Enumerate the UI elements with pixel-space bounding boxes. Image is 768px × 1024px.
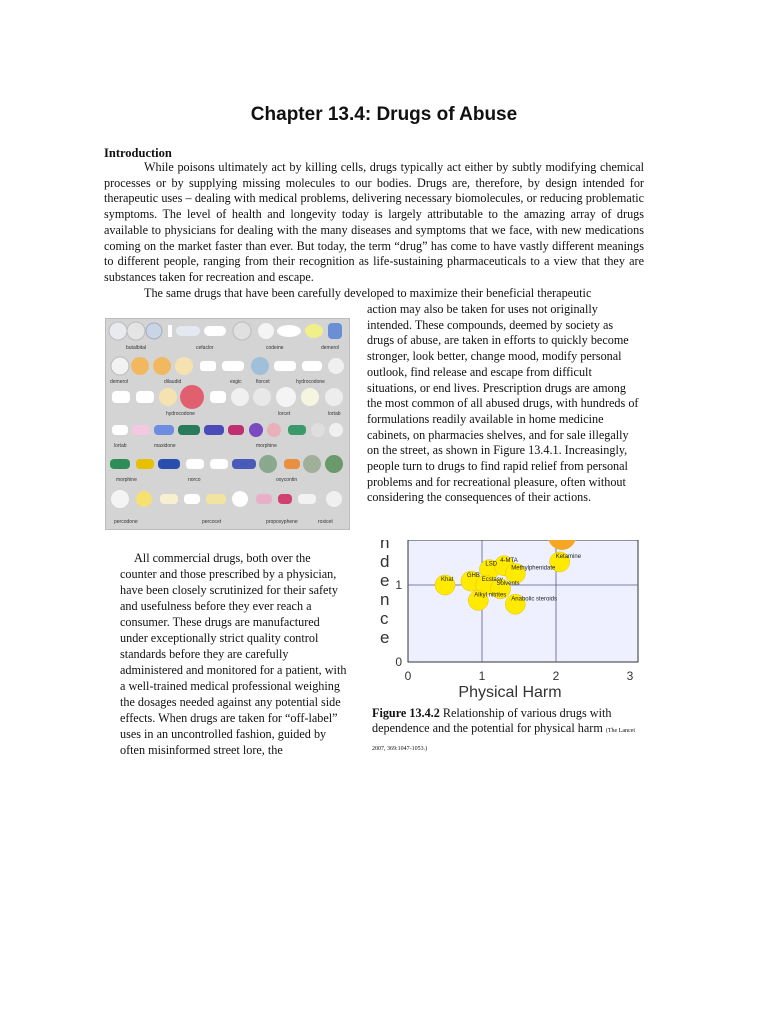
paragraph-two-start: The same drugs that have been carefully developed to maximize their beneficial therapeutic bbox=[144, 286, 592, 300]
pill-label: butalbital bbox=[126, 345, 147, 351]
y-tick-label: 1 bbox=[395, 578, 402, 592]
intro-paragraph: While poisons ultimately act by killing cells, drugs typically act either by subtly modifying chemical processes or by supplying missing molecules to our bodies. Drugs are, therefore, by design intended for therapeutic uses – dealing with medical problems, delivering necessary biomolecules, or reducing problematic symptoms. The level of health and longevity today is largely attributable to the amazing array of drugs available to physicians for dealing with the many diseases and symptoms that we face, with new medications coming on the market faster than ever. But today, the term “drug” has come to have vastly different meanings to different people, ranging from their recognition as life-sustaining pharmaceuticals to a view that they are substances taken for recreation and escape. bbox=[104, 160, 644, 284]
caption-source: (The Lancet 2007, 369:1047-1053.) bbox=[372, 728, 635, 752]
pill-label: maxidone bbox=[154, 443, 176, 449]
chart-point-label: 4-MTA bbox=[500, 557, 518, 564]
left-paragraph: All commercial drugs, both over the counter and those prescribed by a physician, have been closely scrutinized for their safety and usefulness before they ever reach a consumer. These drugs are manufactured under exceptionally strict quality control standards before they are carefully administered and monitored for a patient, with a well-trained medical professional weighing the dosages needed against any potential side effects. When drugs are taken for “off-label” uses in an uncontrolled fashion, guided by often misinformed street lore, the bbox=[120, 551, 347, 757]
caption-text: Relationship of various drugs with dependence and the potential for physical harm bbox=[372, 706, 612, 735]
y-axis-title-letter: d bbox=[380, 552, 390, 571]
pill-label: hydrocodone bbox=[166, 411, 195, 417]
chart-point-label: Alkyl nitrites bbox=[474, 592, 507, 599]
pill-label: lorcet bbox=[278, 411, 291, 417]
pill-label: morphine bbox=[116, 477, 137, 483]
y-axis-title-letter: n bbox=[380, 590, 390, 609]
page-title: Chapter 13.4: Drugs of Abuse bbox=[250, 104, 518, 125]
chart-point-label: Anabolic steroids bbox=[511, 596, 558, 603]
x-axis-title: Physical Harm bbox=[458, 684, 562, 701]
paragraph-two-right: action may also be taken for uses not originally intended. These compounds, deemed by society as drugs of abuse, are taken in efforts to quickly become stronger, look better, change mood, modify personal outlook, find release and escape from difficult situations, or end lives. Prescription drugs are among the most common of all abused drugs, with hundreds of formulations readily available in home medicine cabinets, on pharmacies shelves, and for sale illegally on the street, as shown in Figure 13.4.1. Increasingly, people turn to drugs to find rapid relief from personal problems and for recreational pleasure, often without considering the consequences of their actions. bbox=[367, 302, 639, 505]
pill-label: dilaudid bbox=[164, 379, 182, 385]
pill-label: percodone bbox=[114, 519, 138, 525]
x-tick-label: 2 bbox=[552, 669, 560, 683]
chart-point-label: Solvents bbox=[496, 580, 520, 587]
pill-label: morphine bbox=[256, 443, 277, 449]
pill-label: codeine bbox=[266, 345, 284, 351]
chart-point-label: Khat bbox=[441, 577, 454, 583]
pill-label: demerol bbox=[110, 379, 129, 385]
y-axis-title-letter: e bbox=[380, 571, 390, 590]
pill-label: percocet bbox=[202, 519, 222, 525]
pill-label: roxicet bbox=[318, 519, 333, 525]
y-axis-title-letter: n bbox=[380, 540, 390, 552]
x-tick-label: 1 bbox=[478, 669, 486, 683]
chart-point-label: Methylphenidate bbox=[511, 565, 556, 572]
y-tick-label: 0 bbox=[395, 655, 402, 669]
dependence-harm-chart bbox=[372, 540, 644, 705]
pill-label: demerol bbox=[321, 345, 340, 351]
y-axis-title-letter: c bbox=[380, 609, 389, 628]
caption-label: Figure 13.4.2 bbox=[372, 706, 440, 720]
chart-point-label: GHB bbox=[466, 573, 480, 580]
pill-label: oxycontin bbox=[276, 477, 298, 483]
pill-label: hydrocodone bbox=[296, 379, 325, 385]
pill-label: propoxyphene bbox=[266, 519, 298, 525]
pill-label: cefaclor bbox=[196, 345, 214, 351]
pill-label: fiorcet bbox=[256, 379, 270, 385]
pill-label: norco bbox=[188, 477, 201, 483]
x-tick-label: 3 bbox=[626, 669, 634, 683]
chart-point-label: Ecstasy bbox=[481, 577, 503, 583]
section-heading: Introduction bbox=[104, 146, 172, 160]
figure-caption bbox=[372, 706, 648, 757]
pill-label: esgic bbox=[230, 379, 242, 385]
pill-label: lortab bbox=[114, 443, 127, 449]
x-tick-label: 0 bbox=[404, 669, 412, 683]
pill-figure-image bbox=[105, 318, 350, 530]
pill-label: lortab bbox=[328, 411, 341, 417]
y-axis-title-letter: e bbox=[380, 628, 390, 647]
chart-point-label: LSD bbox=[485, 561, 498, 568]
chart-point-label: Ketamine bbox=[555, 553, 582, 560]
